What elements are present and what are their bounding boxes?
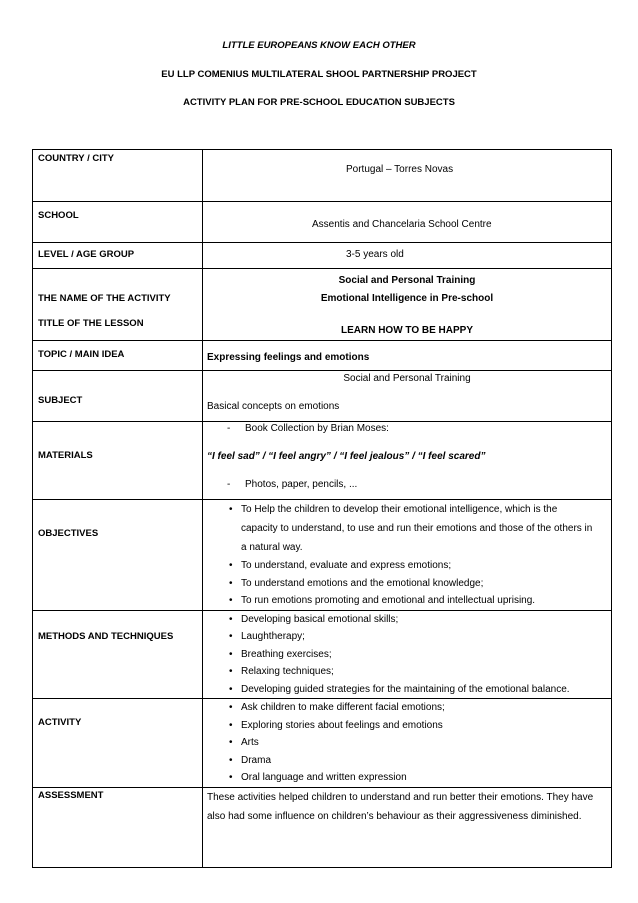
value-objectives (203, 500, 612, 611)
value-assessment (203, 787, 612, 867)
methods-list (203, 611, 611, 699)
activity-name-line2: Emotional Intelligence in Pre-school (320, 293, 494, 304)
label-methods (33, 610, 203, 699)
label-materials (33, 422, 203, 500)
list-item: • Exploring stories about feelings and emotions (203, 717, 611, 735)
list-item: • Drama (203, 752, 611, 770)
list-item: • To Help the children to develop their emotional intelligence, which is the capacity to understand, to use and run their emotions and those of the others in a natural way. (203, 500, 595, 557)
label-country (33, 150, 203, 202)
label-activity-name-text: THE NAME OF THE ACTIVITY (38, 293, 171, 304)
row-topic (33, 341, 612, 371)
label-assessment-text: ASSESSMENT (38, 789, 104, 801)
country-text: Portugal – Torres Novas (346, 164, 454, 175)
assessment-text: These activities helped children to understand and run better their emotions. They have also had some influence on children’s behaviour as their aggressiveness diminished. (207, 791, 594, 822)
row-assessment (33, 787, 612, 867)
value-school (203, 202, 612, 243)
list-item: • To run emotions promoting and emotional and intellectual uprising. (203, 592, 595, 610)
lesson-title: LEARN HOW TO BE HAPPY (340, 325, 474, 336)
row-school (33, 202, 612, 243)
label-activity-name (33, 269, 203, 341)
value-topic (203, 341, 612, 371)
materials-supplies: Photos, paper, pencils, ... (245, 479, 358, 490)
row-activity-name (33, 269, 612, 341)
label-school-text: SCHOOL (38, 210, 79, 221)
activity-name-line1: Social and Personal Training (338, 275, 476, 286)
plan-title: ACTIVITY PLAN FOR PRE-SCHOOL EDUCATION SUBJECTS (183, 97, 455, 108)
label-level (33, 243, 203, 269)
value-subject (203, 371, 612, 422)
label-objectives-text: OBJECTIVES (38, 528, 99, 539)
project-title: EU LLP COMENIUS MULTILATERAL SHOOL PARTNERSHIP PROJECT (161, 69, 477, 80)
value-activity-name (203, 269, 612, 341)
row-objectives (33, 500, 612, 611)
label-objectives (33, 500, 203, 611)
value-country (203, 150, 612, 202)
label-assessment (33, 787, 203, 867)
label-activity-text: ACTIVITY (38, 717, 82, 728)
list-item: • Oral language and written expression (203, 769, 611, 787)
row-level (33, 243, 612, 269)
dash-mark-2: - (227, 479, 231, 490)
materials-books: Book Collection by Brian Moses: (245, 423, 389, 434)
row-country (33, 150, 612, 202)
list-item: • Ask children to make different facial emotions; (203, 699, 611, 717)
list-item: • Breathing exercises; (203, 646, 611, 664)
label-lesson-title-text: TITLE OF THE LESSON (38, 318, 144, 329)
label-country-text: COUNTRY / CITY (38, 153, 115, 164)
list-item: • Developing guided strategies for the maintaining of the emotional balance. (203, 681, 611, 699)
value-materials (203, 422, 612, 500)
list-item: • To understand, evaluate and express emotions; (203, 557, 595, 575)
dash-mark-1: - (227, 423, 231, 434)
materials-book-titles: “I feel sad” / “I feel angry” / “I feel jealous” / “I feel scared” (207, 451, 486, 462)
objectives-list (203, 500, 611, 610)
label-activity (33, 699, 203, 788)
topic-text: Expressing feelings and emotions (207, 352, 370, 363)
value-activity (203, 699, 612, 788)
label-level-text: LEVEL / AGE GROUP (38, 249, 135, 260)
subject-text-1: Social and Personal Training (343, 373, 471, 384)
value-methods (203, 610, 612, 699)
label-materials-text: MATERIALS (38, 450, 93, 461)
document-title: LITTLE EUROPEANS KNOW EACH OTHER (222, 40, 416, 51)
row-materials (33, 422, 612, 500)
school-text: Assentis and Chancelaria School Centre (312, 219, 492, 230)
label-school (33, 202, 203, 243)
list-item: • Arts (203, 734, 611, 752)
row-methods (33, 610, 612, 699)
label-topic (33, 341, 203, 371)
row-subject (33, 371, 612, 422)
label-subject-text: SUBJECT (38, 395, 83, 406)
level-text: 3-5 years old (346, 249, 404, 260)
activity-list (203, 699, 611, 787)
subject-text-2: Basical concepts on emotions (207, 401, 340, 412)
label-subject (33, 371, 203, 422)
list-item: • Relaxing techniques; (203, 663, 611, 681)
list-item: • Developing basical emotional skills; (203, 611, 611, 629)
label-methods-text: METHODS AND TECHNIQUES (38, 630, 174, 642)
row-activity (33, 699, 612, 788)
value-level (203, 243, 612, 269)
activity-plan-table (32, 149, 612, 868)
list-item: • Laughtherapy; (203, 628, 611, 646)
label-topic-text: TOPIC / MAIN IDEA (38, 349, 125, 360)
list-item: • To understand emotions and the emotional knowledge; (203, 575, 595, 593)
